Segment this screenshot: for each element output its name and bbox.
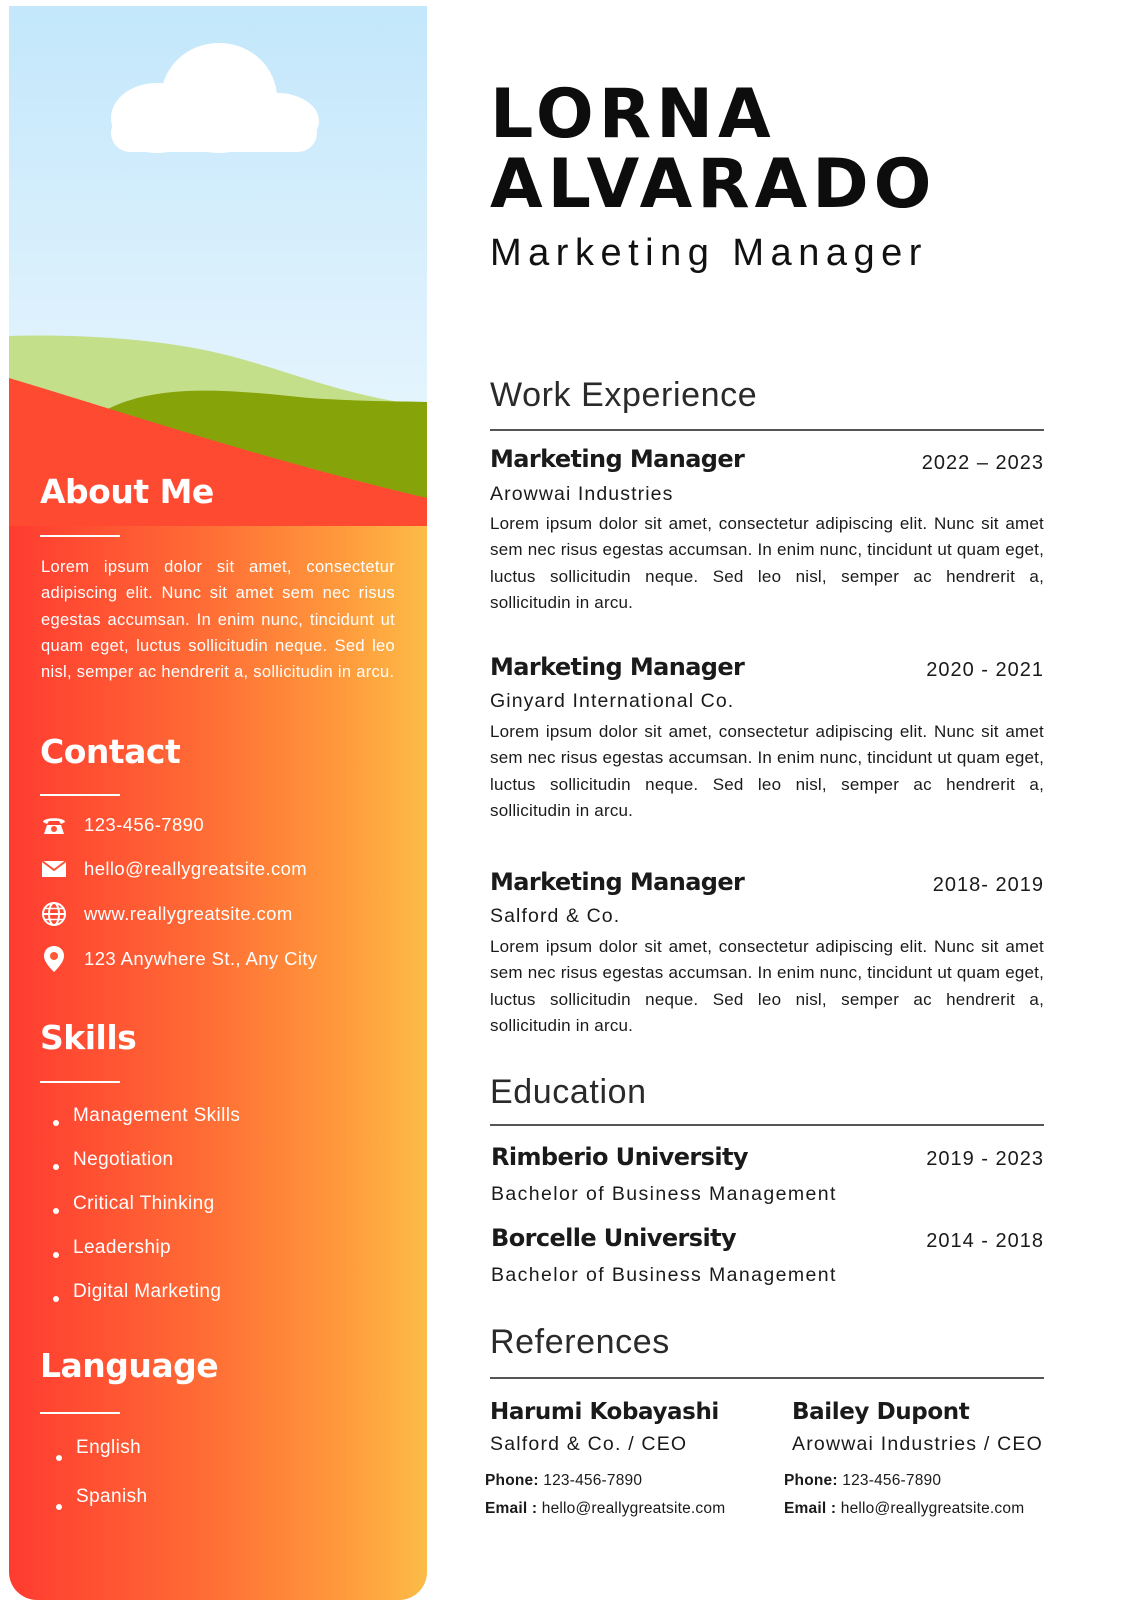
job-title: Marketing Manager (490, 868, 745, 896)
contact-address-text: 123 Anywhere St., Any City (84, 948, 318, 969)
phone-icon (40, 811, 68, 839)
work-experience-heading: Work Experience (490, 376, 758, 414)
skills-divider (40, 1081, 120, 1083)
education-dates: 2014 - 2018 (926, 1230, 1044, 1252)
job-description: Lorem ipsum dolor sit amet, consectetur adipiscing elit. Nunc sit amet sem nec risus egestas accumsan. In enim nunc, tincidunt ut quam eget, luctus sollicitudin neque. Sed leo nisl, semper ac hendrerit a, sollicitudin in arcu. (490, 514, 1044, 612)
reference-role: Salford & Co. / CEO (490, 1433, 688, 1455)
job-dates: 2018- 2019 (932, 874, 1044, 896)
job-description: Lorem ipsum dolor sit amet, consectetur adipiscing elit. Nunc sit amet sem nec risus egestas accumsan. In enim nunc, tincidunt ut quam eget, luctus sollicitudin neque. Sed leo nisl, semper ac hendrerit a, sollicitudin in arcu. (490, 722, 1044, 820)
globe-icon (40, 900, 68, 928)
contact-address (40, 944, 318, 974)
location-pin-icon (40, 945, 68, 973)
phone-label: Phone: (485, 1472, 539, 1489)
skill-item: Management Skills (53, 1101, 240, 1145)
reference-name: Bailey Dupont (792, 1399, 970, 1425)
job-company: Arowwai Industries (490, 483, 674, 505)
contact-email-text[interactable]: hello@reallygreatsite.com (84, 858, 308, 879)
skill-item: Negotiation (53, 1145, 240, 1189)
first-name: LORNA (490, 75, 776, 154)
job-title: Marketing Manager (490, 445, 745, 473)
contact-divider (40, 794, 120, 796)
skill-item: Leadership (53, 1233, 240, 1277)
job-dates: 2022 – 2023 (921, 452, 1044, 474)
reference-role: Arowwai Industries / CEO (792, 1433, 1043, 1455)
about-text: Lorem ipsum dolor sit amet, consectetur adipiscing elit. Nunc sit amet sem nec risus egestas accumsan. In enim nunc, tincidunt ut quam eget, luctus sollicitudin neque. Sed leo nisl, semper ac hendrerit a, sollicitudin in arcu. (41, 558, 395, 682)
job-title: Marketing Manager (490, 653, 745, 681)
skill-item: Digital Marketing (53, 1277, 240, 1321)
email-label: Email : (784, 1500, 837, 1517)
sidebar-panel (9, 6, 427, 1600)
reference-email (784, 1500, 1024, 1518)
last-name: ALVARADO (490, 145, 937, 224)
references-heading: References (490, 1323, 670, 1361)
email-label: Email : (485, 1500, 538, 1517)
about-heading: About Me (40, 472, 214, 511)
job-company: Ginyard International Co. (490, 690, 735, 712)
education-dates: 2019 - 2023 (926, 1148, 1044, 1170)
reference-email-value[interactable]: hello@reallygreatsite.com (541, 1500, 726, 1517)
contact-heading: Contact (40, 732, 181, 771)
language-divider (40, 1412, 120, 1414)
reference-phone (784, 1472, 941, 1490)
contact-email (40, 854, 307, 884)
email-icon (40, 855, 68, 883)
contact-website (40, 899, 293, 929)
education-degree: Bachelor of Business Management (491, 1183, 837, 1205)
language-list (56, 1433, 147, 1531)
reference-phone-value: 123-456-7890 (842, 1472, 942, 1489)
references-divider (490, 1377, 1044, 1379)
reference-phone (485, 1472, 642, 1490)
work-experience-divider (490, 429, 1044, 431)
reference-name: Harumi Kobayashi (490, 1399, 719, 1425)
skills-list (53, 1101, 240, 1321)
job-description: Lorem ipsum dolor sit amet, consectetur adipiscing elit. Nunc sit amet sem nec risus egestas accumsan. In enim nunc, tincidunt ut quam eget, luctus sollicitudin neque. Sed leo nisl, semper ac hendrerit a, sollicitudin in arcu. (490, 937, 1044, 1035)
language-item: English (56, 1433, 147, 1482)
phone-label: Phone: (784, 1472, 838, 1489)
landscape-illustration (9, 6, 427, 526)
job-company: Salford & Co. (490, 905, 621, 927)
language-item: Spanish (56, 1482, 147, 1531)
reference-phone-value: 123-456-7890 (543, 1472, 643, 1489)
education-school: Borcelle University (491, 1224, 736, 1252)
about-divider (40, 535, 120, 537)
language-heading: Language (40, 1346, 219, 1385)
reference-email-value[interactable]: hello@reallygreatsite.com (840, 1500, 1025, 1517)
skills-heading: Skills (40, 1018, 137, 1057)
contact-phone-text: 123-456-7890 (84, 814, 205, 835)
reference-email (485, 1500, 725, 1518)
education-divider (490, 1124, 1044, 1126)
education-school: Rimberio University (491, 1143, 748, 1171)
education-heading: Education (490, 1073, 647, 1111)
education-degree: Bachelor of Business Management (491, 1264, 837, 1286)
job-role: Marketing Manager (490, 232, 928, 274)
job-dates: 2020 - 2021 (926, 659, 1044, 681)
contact-phone (40, 810, 204, 840)
contact-website-text[interactable]: www.reallygreatsite.com (84, 903, 293, 924)
skill-item: Critical Thinking (53, 1189, 240, 1233)
